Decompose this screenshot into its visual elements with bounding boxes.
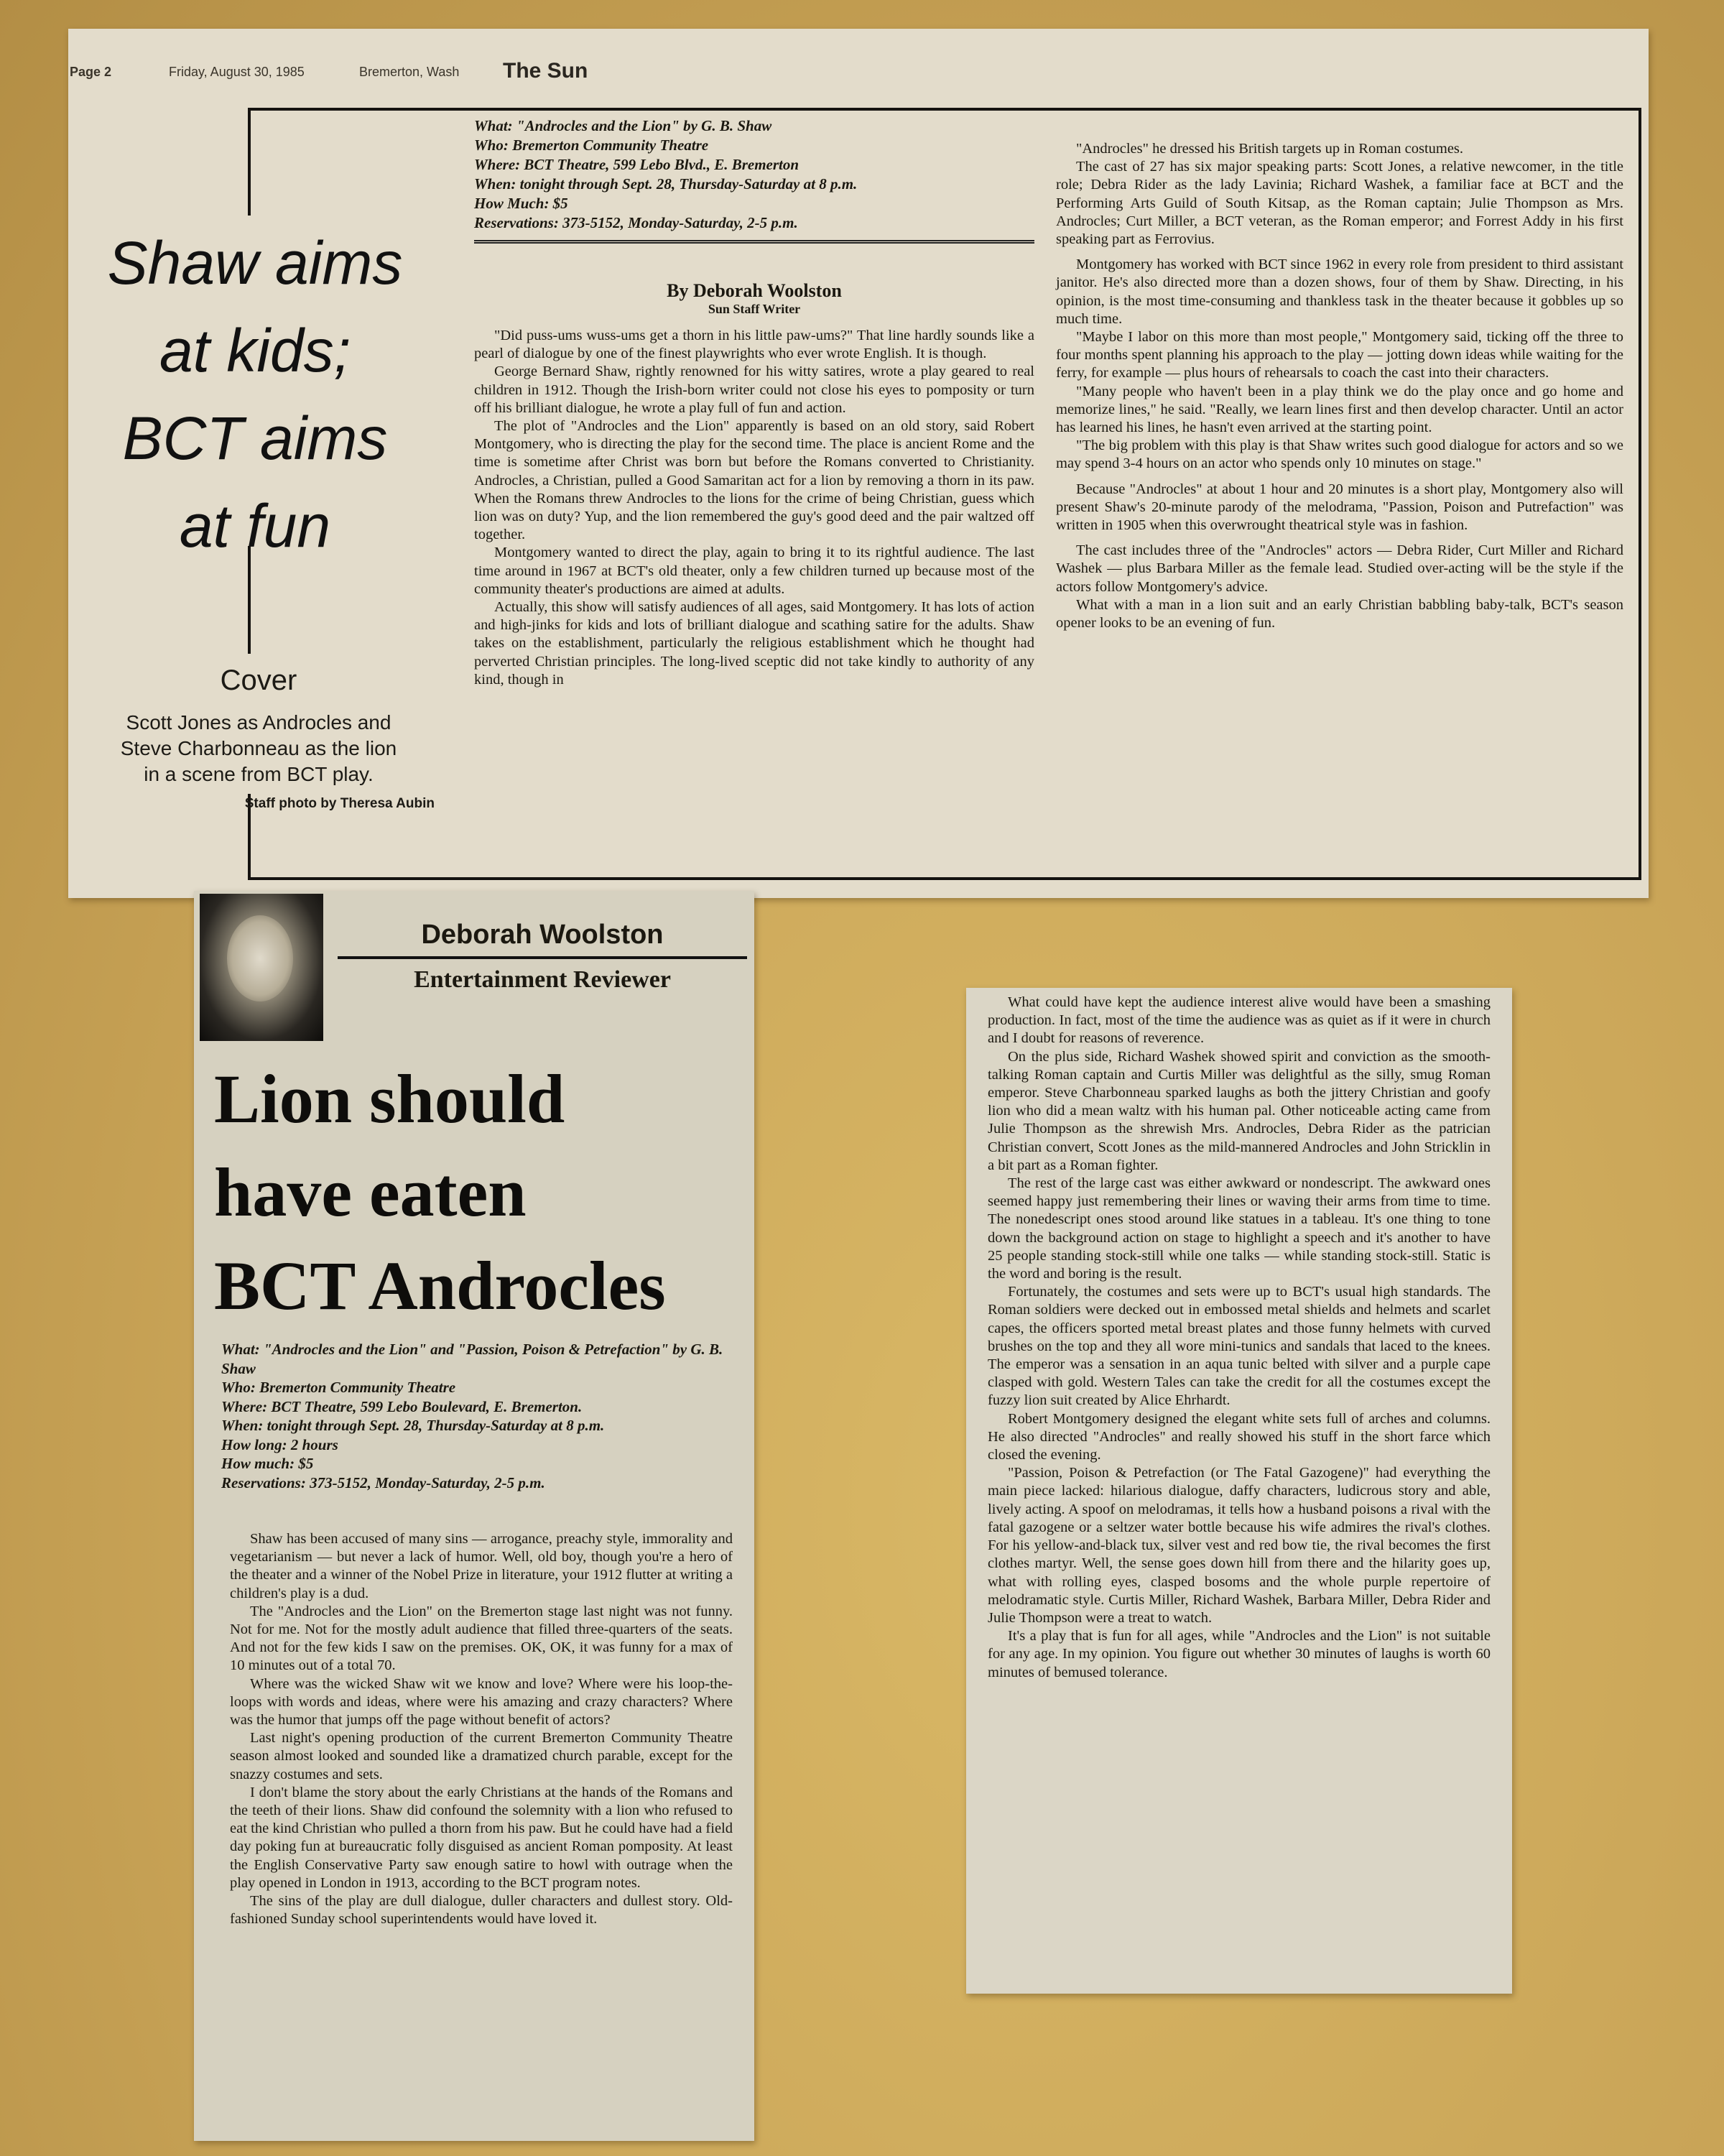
preview-article-clipping bbox=[68, 29, 1649, 898]
review-column-1 bbox=[230, 1530, 733, 1928]
info-line: What: "Androcles and the Lion" by G. B. Shaw bbox=[474, 117, 772, 134]
article-column-2 bbox=[1056, 140, 1623, 632]
paragraph: "The big problem with this play is that Shaw writes such good dialogue for actors and so we may spend 3-4 hours on an actor who spends only 10 minutes on stage." bbox=[1056, 438, 1623, 472]
paragraph: "Many people who haven't been in a play think we do the play once and go home and memorize lines," he said. "Really, we learn lines first and then develop character. Until an actor has learned his lines, he hasn't even arrived at the starting point. bbox=[1056, 383, 1623, 436]
preview-headline bbox=[68, 219, 442, 570]
paragraph: The sins of the play are dull dialogue, duller characters and dullest story. Old-fashioned Sunday school superintendents would have loved it. bbox=[230, 1893, 733, 1928]
info-line: How Much: $5 bbox=[474, 195, 568, 212]
info-line: Who: Bremerton Community Theatre bbox=[221, 1379, 456, 1396]
paragraph: Actually, this show will satisfy audiences of all ages, said Montgomery. It has lots of action and high-jinks for kids and lots of brilliant dialogue and scathing satire for the adults. Shaw takes on the establishment, particularly the religious establishment which he thought had perverted Christian principles. The long-lived sceptic did not take kindly to authority of any kind, though in bbox=[474, 599, 1034, 688]
caption-line: Steve Charbonneau as the lion bbox=[120, 737, 397, 759]
paragraph: Shaw has been accused of many sins — arrogance, preachy style, immorality and vegetarianism — but never a lack of humor. Well, old boy, though you're a hero of the theater and a winner of the Nobel Prize in literature, your 1912 flutter at writing a children's play is a dud. bbox=[230, 1531, 733, 1601]
info-line: When: tonight through Sept. 28, Thursday-Saturday at 8 p.m. bbox=[221, 1417, 605, 1434]
reviewer-face bbox=[227, 915, 293, 1001]
review-article-clipping bbox=[194, 891, 754, 2141]
caption-line: in a scene from BCT play. bbox=[144, 763, 374, 785]
paragraph: What could have kept the audience interest alive would have been a smashing production. In fact, most of the time the audience was as quiet as if it were in church and I doubt for reasons of reverence. bbox=[988, 994, 1491, 1047]
caption-line: Scott Jones as Androcles and bbox=[126, 711, 391, 734]
headline-line: BCT aims bbox=[122, 404, 388, 472]
paragraph: Last night's opening production of the current Bremerton Community Theatre season almost looked and sounded like a dramatized church parable, except for the snazzy costumes and sets. bbox=[230, 1730, 733, 1782]
headline-line: Shaw aims bbox=[107, 229, 403, 297]
reviewer-name: Deborah Woolston bbox=[338, 920, 747, 959]
paragraph: George Bernard Shaw, rightly renowned for his witty satires, wrote a play geared to real children in 1912. Though the Irish-born writer could not close his eyes to pomposity or turn off his brilliant dialogue, he wrote a play full of fun and action. bbox=[474, 364, 1034, 416]
paragraph: The cast includes three of the "Androcles" actors — Debra Rider, Curt Miller and Richard Washek — plus Barbara Miller as the female lead. Studied over-acting will be the style if the actors follow Montgomery's advice. bbox=[1056, 542, 1623, 595]
review-headline bbox=[214, 1052, 746, 1333]
headline-line: at kids; bbox=[159, 317, 351, 384]
paragraph: Where was the wicked Shaw wit we know and love? Where were his loop-the-loops with words and ideas, where were his amazing and crazy characters? Where was the humor that jumps off the page without benefit of actors? bbox=[230, 1675, 733, 1729]
review-column-2 bbox=[988, 994, 1491, 1682]
paragraph: "Androcles" he dressed his British targets up in Roman costumes. bbox=[1076, 141, 1464, 157]
paragraph: Because "Androcles" at about 1 hour and 20 minutes is a short play, Montgomery also will present Shaw's 20-minute parody of the melodrama, "Passion, Poison and Putrefaction" was written in 1905 when this overwrought theatrical style was in fashion. bbox=[1056, 481, 1623, 534]
paragraph: Fortunately, the costumes and sets were up to BCT's usual high standards. The Roman soldiers were decked out in embossed metal shields and helmets and scarlet capes, the officers sported metal breast plates and those funny helmets with curved brushes on the top and they all wore mini-tunics and sandals that laced to the knees. The emperor was a sensation in an aqua tunic belted with silver and a purple cape clasped with gold. Western Tales can take the credit for all the costumes except the fuzzy lion suit created by Alice Ehrhardt. bbox=[988, 1284, 1491, 1409]
paragraph: The "Androcles and the Lion" on the Bremerton stage last night was not funny. Not for me. Not for the mostly adult audience that filled three-quarters of the seats. And not for the few kids I saw on the premises. OK, OK, it was funny for a max of 10 minutes out of a total 70. bbox=[230, 1603, 733, 1674]
issue-date: Friday, August 30, 1985 bbox=[169, 65, 305, 79]
review-continuation-clipping bbox=[966, 988, 1512, 1994]
info-line: Where: BCT Theatre, 599 Lebo Boulevard, E. Bremerton. bbox=[221, 1397, 583, 1415]
headline-line: BCT Androcles bbox=[214, 1247, 666, 1324]
reviewer-photo bbox=[200, 894, 323, 1041]
info-line: What: "Androcles and the Lion" and "Passion, Poison & Petrefaction" by G. B. Shaw bbox=[221, 1341, 723, 1377]
event-info-box bbox=[474, 116, 1034, 244]
paragraph: It's a play that is fun for all ages, while "Androcles and the Lion" is not suitable for any age. In my opinion. You figure out whether 30 minutes of laughs is worth 60 minutes of bemused tolerance. bbox=[988, 1628, 1491, 1680]
paragraph: What with a man in a lion suit and an early Christian babbling baby-talk, BCT's season opener looks to be an evening of fun. bbox=[1056, 596, 1623, 631]
paragraph: I don't blame the story about the early Christians at the hands of the Romans and the teeth of their lions. Shaw did confound the solemnity with a lion who refused to eat the kind Christian who pulled a thorn from his paw. But he could have had a field day poking fun at bureaucratic folly disguised as ancient Roman pomposity. At least the English Conservative Party saw enough satire to howl with outrage when the play opened in London in 1913, according to the BCT program notes. bbox=[230, 1784, 733, 1891]
info-line: Where: BCT Theatre, 599 Lebo Blvd., E. Bremerton bbox=[474, 156, 800, 173]
review-info-box bbox=[221, 1340, 738, 1492]
cover-caption-block bbox=[68, 665, 449, 812]
masthead bbox=[68, 57, 1649, 86]
headline-line: at fun bbox=[179, 492, 331, 560]
info-line: How long: 2 hours bbox=[221, 1435, 338, 1453]
paragraph: Montgomery wanted to direct the play, again to bring it to its rightful audience. The last time around in 1967 at BCT's old theater, only a few children turned up because most of the community theater's productions are aimed at adults. bbox=[474, 545, 1034, 597]
reviewer-role: Entertainment Reviewer bbox=[414, 966, 671, 993]
byline-name: By Deborah Woolston bbox=[667, 280, 842, 301]
headline-line: have eaten bbox=[214, 1154, 527, 1231]
photo-credit: Staff photo by Theresa Aubin bbox=[244, 796, 435, 811]
dateline-place: Bremerton, Wash bbox=[359, 65, 460, 79]
info-line: How much: $5 bbox=[221, 1455, 314, 1472]
byline-title: Sun Staff Writer bbox=[708, 302, 801, 316]
paragraph: On the plus side, Richard Washek showed spirit and conviction as the smooth-talking Roman captain and Curtis Miller was delightful as the silly, smug Roman emperor. Steve Charbonneau sparked laughs as both the jittery Christian and goofy lion who did a mean waltz with his human pal. Other noticeable acting came from Julie Thompson as the shrewish Mrs. Androcles, Debra Rider as the patrician Christian convert, Scott Jones as the mild-mannered Androcles and John Stricklin in a bit part as a Roman fighter. bbox=[988, 1048, 1491, 1173]
paragraph: "Did puss-ums wuss-ums get a thorn in his little paw-ums?" That line hardly sounds like a pearl of dialogue by one of the finest playwrights who ever wrote English. It is though. bbox=[474, 328, 1034, 362]
paragraph: "Maybe I labor on this more than most people," Montgomery said, ticking off the three to four months spent planning his approach to the play — jotting down ideas while waiting for the ferry, for example — plus hours of rehearsals to coach the cast into their characters. bbox=[1056, 329, 1623, 381]
paragraph: "Passion, Poison & Petrefaction (or The Fatal Gazogene)" had everything the main piece lacked: hilarious dialogue, daffy characters, ludicrous story and able, lively acting. A spoof on melodramas, it tells how a husband poisons a rival with the fatal gazogene or a seltzer water bottle because his wife admires the rival's clothes. For his yellow-and-black tux, silver vest and red bow tie, the rival becomes the first clothes martyr. Well, the sense goes down hill from there and the hilarity goes up, what with rolling eyes, clasped bosoms and the whole purple repertoire of melodramatic style. Curtis Miller, Richard Washek, Barbara Miller, Debra Rider and Julie Thompson were a treat to watch. bbox=[988, 1465, 1491, 1626]
byline bbox=[474, 280, 1034, 317]
paragraph: Robert Montgomery designed the elegant white sets full of arches and columns. He also directed "Androcles" and really showed his stuff in the short farce which closed the evening. bbox=[988, 1410, 1491, 1463]
article-column-1 bbox=[474, 327, 1034, 689]
paragraph: The rest of the large cast was either awkward or nondescript. The awkward ones seemed happy just remembering their lines or waving their arms from time to time. The nonedescript ones stood around like statues in a tableau. It's one thing to tone down the background action on stage to highlight a speech and it's another to have 25 people standing stock-still while one talks — while standing stock-still. Static is the word and boring is the result. bbox=[988, 1175, 1491, 1282]
info-line: Reservations: 373-5152, Monday-Saturday, 2-5 p.m. bbox=[221, 1473, 545, 1491]
info-line: Reservations: 373-5152, Monday-Saturday, 2-5 p.m. bbox=[474, 214, 798, 231]
newspaper-name: The Sun bbox=[503, 59, 588, 83]
cover-title: Cover bbox=[220, 665, 297, 696]
cover-caption bbox=[68, 710, 449, 787]
paragraph: Montgomery has worked with BCT since 1962 in every role from president to third assistant janitor. He's also directed more than a dozen shows, four of them by Shaw. Directing, in his opinion, is the most time-consuming and thankless task in the theater because it gobbles up so much time. bbox=[1056, 256, 1623, 327]
page-number: Page 2 bbox=[70, 65, 112, 79]
paragraph: The plot of "Androcles and the Lion" apparently is based on an old story, said Robert Montgomery, who is directing the play for the second time. The place is ancient Rome and the time is sometime after Christ was born but before the Romans converted to Christianity. Androcles, a Christian, pulled a Good Samaritan act for a lion by removing a thorn in its paw. When the Romans threw Androcles to the lions for the crime of being Christian, guess which lion was on duty? Yup, and the lion remembered the guy's good deed and the pair waltzed off together. bbox=[474, 418, 1034, 543]
info-line: Who: Bremerton Community Theatre bbox=[474, 137, 709, 154]
headline-line: Lion should bbox=[214, 1060, 565, 1137]
info-line: When: tonight through Sept. 28, Thursday-Saturday at 8 p.m. bbox=[474, 175, 858, 193]
paragraph: The cast of 27 has six major speaking parts: Scott Jones, a relative newcomer, in the title role; Debra Rider as the lady Lavinia; Richard Washek, a familiar face at BCT and the Performing Arts Guild of South Kitsap, as the Roman captain; Julie Thompson as Mrs. Androcles; Curt Miller, a BCT veteran, as the Roman emperor; and Forrest Addy in his first speaking part as Ferrovius. bbox=[1056, 159, 1623, 248]
frame-rule bbox=[248, 108, 251, 216]
reviewer-header bbox=[338, 920, 747, 994]
